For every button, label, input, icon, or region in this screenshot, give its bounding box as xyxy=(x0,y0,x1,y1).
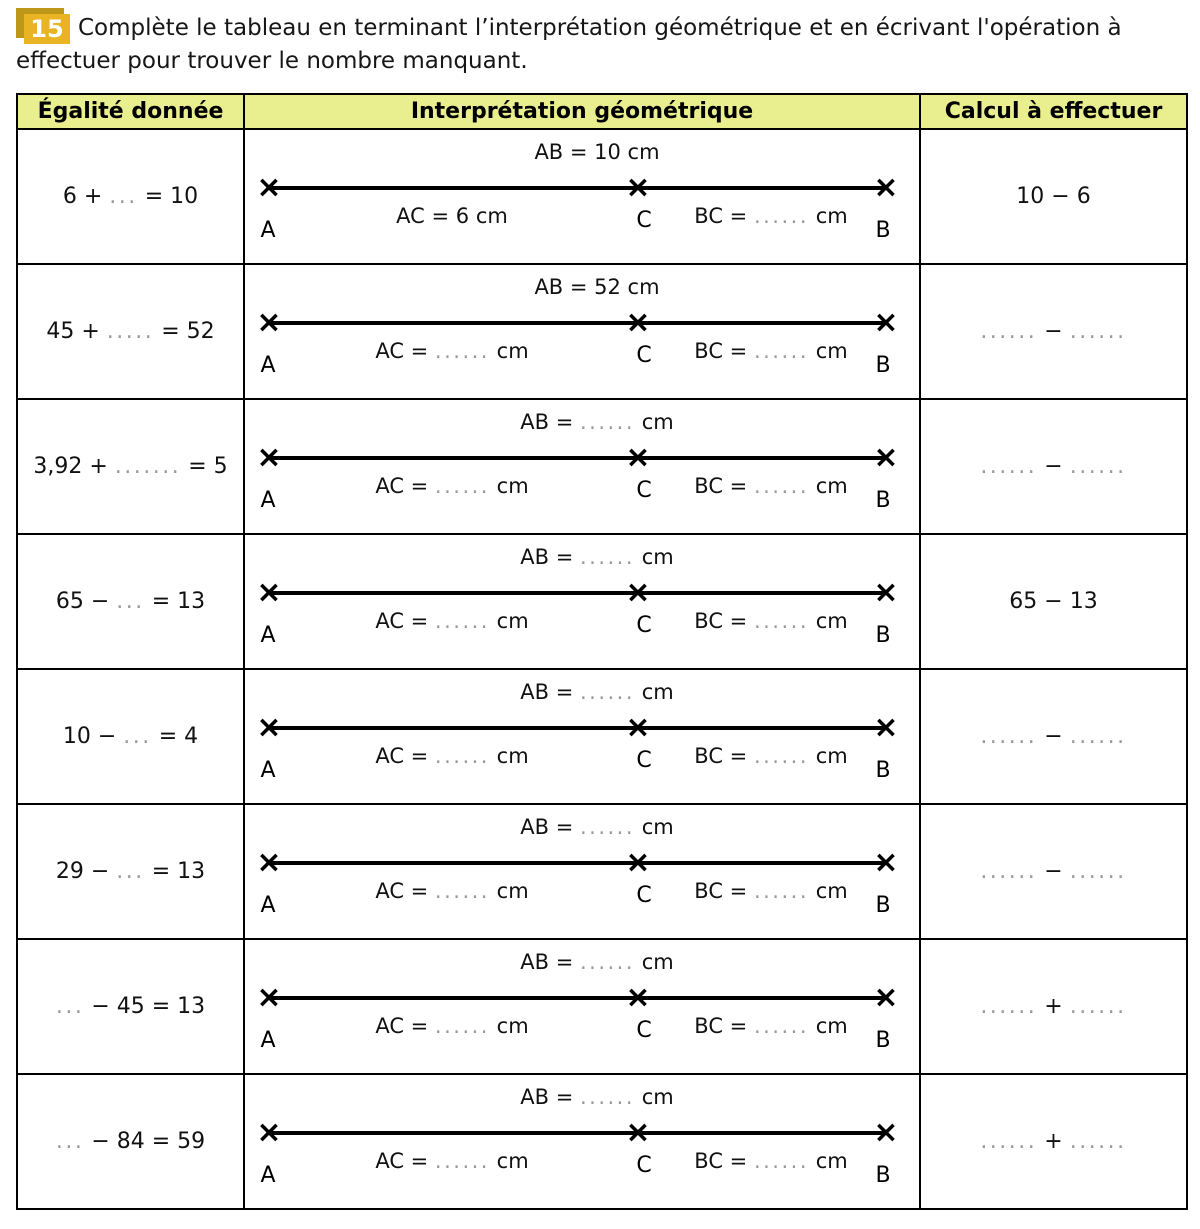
column-header-equality: Égalité donnée xyxy=(17,94,244,129)
bc-blank: ...... xyxy=(753,204,810,229)
calc-cell xyxy=(920,264,1187,399)
calc-blank-left: ...... xyxy=(980,859,1038,885)
point-c-label: C xyxy=(636,748,652,774)
x-mark-a-icon: × xyxy=(256,1115,282,1151)
ab-measure-label xyxy=(520,1085,673,1109)
ab-measure-label xyxy=(520,680,673,704)
ac-measure-label xyxy=(375,744,528,768)
ac-blank: ...... xyxy=(434,339,490,364)
ab-pre: AB = xyxy=(534,140,595,165)
segment-line xyxy=(269,591,886,595)
point-a-label: A xyxy=(260,623,276,649)
equality-cell xyxy=(17,534,244,669)
calc-operator: + xyxy=(1037,994,1070,1020)
ab-pre: AB = xyxy=(520,1085,580,1110)
geometry-cell xyxy=(244,939,920,1074)
x-mark-b-icon: × xyxy=(873,170,899,206)
calc-operator: + xyxy=(1037,1129,1070,1155)
ab-measure-label xyxy=(534,275,659,299)
equality-post: = 4 xyxy=(151,724,199,750)
equality-post: = 10 xyxy=(137,184,199,210)
ab-post: cm xyxy=(635,1085,674,1110)
calc-blank-left: ...... xyxy=(980,319,1038,345)
calc-text xyxy=(1016,184,1090,209)
ac-pre: AC = xyxy=(375,879,435,904)
equality-text xyxy=(56,994,205,1019)
x-mark-a-icon: × xyxy=(256,575,282,611)
bc-pre: BC = xyxy=(694,1149,754,1174)
equality-blank: ... xyxy=(55,994,85,1020)
point-c-label: C xyxy=(636,1153,652,1179)
segment-line xyxy=(269,1131,886,1135)
ac-pre: AC = xyxy=(375,609,435,634)
ac-measure-label xyxy=(375,609,528,633)
bc-post: cm xyxy=(809,1149,848,1174)
bc-pre: BC = xyxy=(694,474,754,499)
ab-measure-label xyxy=(520,950,673,974)
equality-text xyxy=(56,1129,205,1154)
ab-post: cm xyxy=(635,950,674,975)
point-a-label: A xyxy=(260,1163,276,1189)
ab-blank: ...... xyxy=(579,410,636,435)
point-a-label: A xyxy=(260,488,276,514)
ab-blank: ...... xyxy=(579,1085,636,1110)
calc-blank-left: ...... xyxy=(980,994,1038,1020)
ac-blank: ...... xyxy=(434,1014,490,1039)
bc-post: cm xyxy=(809,609,848,634)
segment-diagram xyxy=(245,130,919,263)
bc-blank: ...... xyxy=(753,879,810,904)
x-mark-a-icon: × xyxy=(256,845,282,881)
bc-post: cm xyxy=(809,1014,848,1039)
table-row xyxy=(17,804,1187,939)
bc-blank: ...... xyxy=(753,609,810,634)
geometry-cell xyxy=(244,264,920,399)
segment-line xyxy=(269,996,886,1000)
calc-text xyxy=(980,1129,1126,1154)
point-b-label: B xyxy=(875,218,891,244)
calc-operator: − xyxy=(1037,319,1070,345)
bc-blank: ...... xyxy=(753,339,810,364)
calc-blank-right: ...... xyxy=(1069,454,1127,480)
bc-post: cm xyxy=(809,744,848,769)
ac-pre: AC = xyxy=(375,1149,435,1174)
ab-post: 52 cm xyxy=(594,275,660,300)
ac-pre: AC = xyxy=(375,1014,435,1039)
calc-text xyxy=(980,724,1126,749)
equality-cell xyxy=(17,939,244,1074)
table-body xyxy=(17,129,1187,1209)
ab-blank: ...... xyxy=(579,950,636,975)
ac-post: cm xyxy=(489,609,529,634)
calc-cell xyxy=(920,1074,1187,1209)
calc-operator: − xyxy=(1037,454,1070,480)
ab-measure-label xyxy=(520,815,673,839)
equality-post: − 84 = 59 xyxy=(84,1129,206,1155)
calc-cell xyxy=(920,939,1187,1074)
equality-pre: 3,92 + xyxy=(33,454,115,480)
point-c-label: C xyxy=(636,613,652,639)
ab-post: cm xyxy=(635,545,674,570)
point-c-label: C xyxy=(636,883,652,909)
segment-diagram xyxy=(245,535,919,668)
segment-diagram xyxy=(245,805,919,938)
equality-blank: ... xyxy=(55,1129,85,1155)
bc-pre: BC = xyxy=(694,339,754,364)
point-a-label: A xyxy=(260,1028,276,1054)
x-mark-b-icon: × xyxy=(873,305,899,341)
segment-line xyxy=(269,726,886,730)
segment-diagram xyxy=(245,670,919,803)
ab-pre: AB = xyxy=(520,545,580,570)
x-mark-a-icon: × xyxy=(256,305,282,341)
point-b-label: B xyxy=(875,488,891,514)
calc-cell xyxy=(920,399,1187,534)
bc-measure-label xyxy=(694,879,847,903)
equality-blank: ... xyxy=(109,184,138,210)
segment-diagram xyxy=(245,940,919,1073)
worksheet-table xyxy=(16,93,1188,1210)
point-c-label: C xyxy=(636,1018,652,1044)
geometry-cell xyxy=(244,399,920,534)
point-c-label: C xyxy=(636,343,652,369)
bc-pre: BC = xyxy=(694,879,754,904)
ab-pre: AB = xyxy=(520,950,580,975)
calc-cell xyxy=(920,534,1187,669)
bc-pre: BC = xyxy=(694,1014,754,1039)
calc-blank-right: ...... xyxy=(1069,724,1127,750)
geometry-cell xyxy=(244,804,920,939)
calc-operator: − xyxy=(1037,859,1070,885)
calc-text xyxy=(980,319,1126,344)
segment-line xyxy=(269,861,886,865)
ac-post: cm xyxy=(489,879,529,904)
ac-pre: AC = xyxy=(375,474,435,499)
equality-post: = 13 xyxy=(144,859,206,885)
x-mark-b-icon: × xyxy=(873,575,899,611)
bc-post: cm xyxy=(809,339,848,364)
equality-blank: ... xyxy=(116,589,145,615)
calc-blank-right: ...... xyxy=(1069,1129,1127,1155)
equality-pre: 45 + xyxy=(46,319,107,345)
equality-blank: ... xyxy=(116,859,145,885)
ac-post: cm xyxy=(489,474,529,499)
geometry-cell xyxy=(244,669,920,804)
point-a-label: A xyxy=(260,353,276,379)
table-row xyxy=(17,534,1187,669)
bc-measure-label xyxy=(694,1014,847,1038)
bc-pre: BC = xyxy=(694,204,754,229)
x-mark-a-icon: × xyxy=(256,170,282,206)
ac-pre: AC = xyxy=(396,204,456,229)
geometry-cell xyxy=(244,129,920,264)
ab-pre: AB = xyxy=(520,410,580,435)
ac-blank: ...... xyxy=(434,879,490,904)
equality-pre: 29 − xyxy=(55,859,117,885)
point-a-label: A xyxy=(260,893,276,919)
calc-operator: − xyxy=(1037,724,1070,750)
instruction-text: Complète le tableau en terminant l’interprétation géométrique et en écrivant l'opération à effectuer pour trouver le nombre manquant. xyxy=(16,15,1122,74)
bc-measure-label xyxy=(694,474,847,498)
geometry-cell xyxy=(244,1074,920,1209)
ac-post: cm xyxy=(489,1014,529,1039)
equality-text xyxy=(46,319,214,344)
bc-pre: BC = xyxy=(694,744,754,769)
ab-pre: AB = xyxy=(534,275,595,300)
ac-blank: ...... xyxy=(434,744,490,769)
point-a-label: A xyxy=(260,218,276,244)
equality-text xyxy=(56,859,205,884)
ab-post: cm xyxy=(635,815,674,840)
x-mark-a-icon: × xyxy=(256,980,282,1016)
equality-blank: ... xyxy=(123,724,152,750)
bc-blank: ...... xyxy=(753,1014,810,1039)
ab-measure-label xyxy=(534,140,659,164)
ac-measure-label xyxy=(375,1014,528,1038)
ac-measure-label xyxy=(375,474,528,498)
table-row xyxy=(17,939,1187,1074)
table-row xyxy=(17,1074,1187,1209)
bc-measure-label xyxy=(694,204,847,228)
ac-blank: ...... xyxy=(434,474,490,499)
bc-blank: ...... xyxy=(753,1149,810,1174)
point-b-label: B xyxy=(875,1028,891,1054)
ab-blank: ...... xyxy=(579,815,636,840)
segment-diagram xyxy=(245,400,919,533)
calc-text xyxy=(980,454,1126,479)
equality-cell xyxy=(17,669,244,804)
equality-text xyxy=(63,724,198,749)
equality-cell xyxy=(17,804,244,939)
ab-blank: ...... xyxy=(579,545,636,570)
bc-blank: ...... xyxy=(753,744,810,769)
point-c-label: C xyxy=(636,208,652,234)
calc-blank-left: ...... xyxy=(980,1129,1038,1155)
geometry-cell xyxy=(244,534,920,669)
equality-pre: 65 − xyxy=(55,589,117,615)
segment-line xyxy=(269,186,886,190)
ac-measure-label xyxy=(375,879,528,903)
segment-diagram xyxy=(245,265,919,398)
bc-measure-label xyxy=(694,609,847,633)
calc-cell xyxy=(920,804,1187,939)
x-mark-c-icon: × xyxy=(625,440,651,476)
segment-diagram xyxy=(245,1075,919,1208)
ac-blank: ...... xyxy=(434,1149,490,1174)
calc-blank-left: ...... xyxy=(980,454,1038,480)
bc-post: cm xyxy=(809,879,848,904)
x-mark-c-icon: × xyxy=(625,980,651,1016)
column-header-interpretation: Interprétation géométrique xyxy=(244,94,920,129)
x-mark-c-icon: × xyxy=(625,575,651,611)
point-b-label: B xyxy=(875,353,891,379)
exercise-instruction xyxy=(16,8,1194,77)
equality-text xyxy=(56,589,205,614)
bc-measure-label xyxy=(694,339,847,363)
point-b-label: B xyxy=(875,1163,891,1189)
segment-line xyxy=(269,456,886,460)
calc-blank-right: ...... xyxy=(1069,319,1127,345)
ac-measure-label xyxy=(396,204,508,228)
ab-measure-label xyxy=(520,410,673,434)
equality-cell xyxy=(17,399,244,534)
ab-post: 10 cm xyxy=(594,140,660,165)
equality-blank: ..... xyxy=(106,319,155,345)
x-mark-c-icon: × xyxy=(625,845,651,881)
ac-post: cm xyxy=(489,1149,529,1174)
ac-measure-label xyxy=(375,339,528,363)
ac-post: cm xyxy=(489,744,529,769)
equality-pre: 6 + xyxy=(62,184,110,210)
equality-post: − 45 = 13 xyxy=(84,994,206,1020)
ab-blank: ...... xyxy=(579,680,636,705)
calc-text xyxy=(980,994,1126,1019)
ac-measure-label xyxy=(375,1149,528,1173)
calc-cell xyxy=(920,669,1187,804)
x-mark-b-icon: × xyxy=(873,710,899,746)
ab-pre: AB = xyxy=(520,815,580,840)
point-c-label: C xyxy=(636,478,652,504)
table-row xyxy=(17,399,1187,534)
point-b-label: B xyxy=(875,893,891,919)
x-mark-c-icon: × xyxy=(625,305,651,341)
table-header xyxy=(17,94,1187,129)
bc-post: cm xyxy=(809,474,848,499)
ab-post: cm xyxy=(635,680,674,705)
table-row xyxy=(17,669,1187,804)
equality-text xyxy=(33,454,227,479)
ac-post: cm xyxy=(489,339,529,364)
calc-text xyxy=(1009,589,1097,614)
calc-blank-left: ...... xyxy=(980,724,1038,750)
x-mark-c-icon: × xyxy=(625,710,651,746)
bc-measure-label xyxy=(694,1149,847,1173)
table-row xyxy=(17,264,1187,399)
equality-pre: 10 − xyxy=(62,724,124,750)
table-row xyxy=(17,129,1187,264)
calc-blank-right: ...... xyxy=(1069,859,1127,885)
bc-blank: ...... xyxy=(753,474,810,499)
ac-blank: ...... xyxy=(434,609,490,634)
x-mark-c-icon: × xyxy=(625,170,651,206)
column-header-calc: Calcul à effectuer xyxy=(920,94,1187,129)
exercise-number-badge xyxy=(16,8,70,44)
ac-pre: AC = xyxy=(375,339,435,364)
calc-text xyxy=(980,859,1126,884)
calc-literal: 10 − 6 xyxy=(1016,184,1091,210)
point-b-label: B xyxy=(875,758,891,784)
bc-pre: BC = xyxy=(694,609,754,634)
equality-post: = 13 xyxy=(144,589,206,615)
x-mark-b-icon: × xyxy=(873,1115,899,1151)
equality-blank: ....... xyxy=(114,454,182,480)
badge-number: 15 xyxy=(24,14,70,44)
ab-pre: AB = xyxy=(520,680,580,705)
x-mark-a-icon: × xyxy=(256,710,282,746)
equality-post: = 52 xyxy=(154,319,215,345)
calc-literal: 65 − 13 xyxy=(1009,589,1098,615)
calc-cell xyxy=(920,129,1187,264)
equality-cell xyxy=(17,1074,244,1209)
ab-post: cm xyxy=(635,410,674,435)
x-mark-b-icon: × xyxy=(873,980,899,1016)
ac-post: 6 cm xyxy=(455,204,508,229)
ac-pre: AC = xyxy=(375,744,435,769)
point-a-label: A xyxy=(260,758,276,784)
point-b-label: B xyxy=(875,623,891,649)
equality-post: = 5 xyxy=(181,454,228,480)
x-mark-a-icon: × xyxy=(256,440,282,476)
x-mark-b-icon: × xyxy=(873,440,899,476)
equality-cell xyxy=(17,129,244,264)
x-mark-c-icon: × xyxy=(625,1115,651,1151)
bc-measure-label xyxy=(694,744,847,768)
x-mark-b-icon: × xyxy=(873,845,899,881)
equality-text xyxy=(63,184,198,209)
equality-cell xyxy=(17,264,244,399)
bc-post: cm xyxy=(809,204,848,229)
ab-measure-label xyxy=(520,545,673,569)
calc-blank-right: ...... xyxy=(1069,994,1127,1020)
segment-line xyxy=(269,321,886,325)
